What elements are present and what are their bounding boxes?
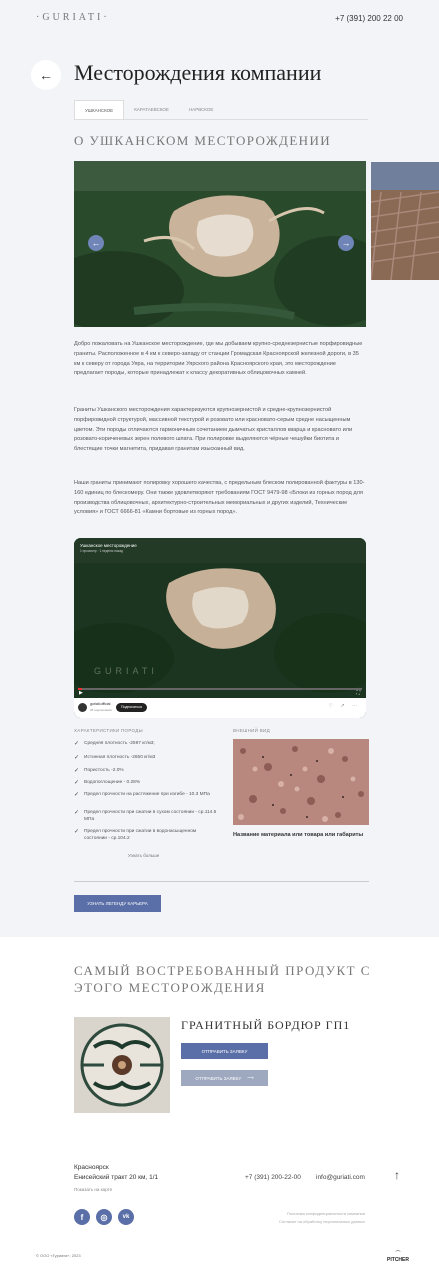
section-divider [74, 881, 369, 882]
characteristic-item: ✓ Предел прочности при сжатии в сухом состоянии - ср.114.5 МПа [74, 810, 217, 822]
check-icon: ✓ [74, 829, 80, 835]
show-more-link[interactable]: Узнать больше [128, 853, 160, 858]
video-watermark: GURIATI [94, 666, 158, 676]
back-button[interactable] [31, 60, 61, 90]
quarry-legend-button[interactable]: УЗНАТЬ ЛЕГЕНДУ КАРЬЕРА [74, 895, 161, 912]
instagram-icon[interactable]: ◎ [96, 1209, 112, 1225]
description-paragraph-3: Наши граниты принимают полировку хорошего качества, с предельным блеском полированной фактуры в 130-160 единиц по блескомеру. Они также удовлетворяют требованиям ГОСТ 9479-98 «Блоки из горных пород для производства облицовочных, архитектурно-строительных мемориальных и других изделий, Технические условия» и ГОСТ 6666-81 «Камни бортовые из горных пород». [74, 480, 365, 516]
granite-texture-image [233, 739, 369, 825]
show-on-map-link[interactable]: Показать на карте [74, 1187, 113, 1192]
arrow-left-icon: ← [39, 67, 53, 83]
check-icon: ✓ [74, 768, 80, 774]
footer-city: Красноярск [74, 1164, 109, 1171]
footer-address [74, 1163, 158, 1182]
footer-phone[interactable]: +7 (391) 200-22-00 [245, 1174, 301, 1181]
video-title: Ушканское месторождение [80, 543, 137, 548]
video-channel-bar [74, 698, 366, 718]
deposit-tabs [74, 100, 223, 120]
characteristic-item: ✓ Предел прочности на растяжение при изгибе - 10.3 МПа [74, 792, 210, 798]
quarry-aerial-image [74, 161, 366, 327]
arrow-right-icon: → [341, 238, 351, 248]
video-player[interactable] [74, 538, 366, 718]
scroll-up-button[interactable] [394, 1168, 400, 1182]
header-phone[interactable]: +7 (391) 200 22 00 [335, 14, 403, 23]
characteristic-item: ✓ Истинная плотность -2650 кг/м3 [74, 755, 156, 761]
send-request-button[interactable]: ОТПРАВИТЬ ЗАЯВКУ ⟶ [181, 1070, 268, 1086]
fullscreen-icon[interactable]: ⛶ [356, 690, 360, 696]
tab-karataevskoe[interactable]: КАРАТАЕВСКОЕ [124, 100, 179, 120]
arrow-up-icon: ↑ [394, 1168, 400, 1182]
arrow-left-icon: ← [91, 238, 101, 248]
check-icon: ✓ [74, 810, 80, 816]
characteristics-label: ХАРАКТЕРИСТИКИ ПОРОДЫ [74, 728, 143, 733]
product-name: ГРАНИТНЫЙ БОРДЮР ГП1 [181, 1018, 351, 1032]
video-actions-icons[interactable]: ♡ ↗ ⋯ [328, 703, 360, 709]
subscribe-button[interactable]: Подписаться [116, 703, 147, 712]
copyright: © ООО «Гуриати», 2023 [36, 1253, 81, 1258]
carousel-prev-button[interactable] [88, 235, 104, 251]
arrow-right-icon: ⟶ [247, 1075, 254, 1080]
tab-ushkanskoe[interactable]: УШКАНСКОЕ [74, 100, 124, 120]
product-heading: САМЫЙ ВОСТРЕБОВАННЫЙ ПРОДУКТ С ЭТОГО МЕСТОРОЖДЕНИЯ [74, 963, 371, 995]
quarry-blocks-image [371, 162, 439, 280]
vk-icon[interactable]: vk [118, 1209, 134, 1225]
next-slide-preview[interactable] [371, 162, 439, 280]
video-progress-bar[interactable] [78, 688, 362, 690]
order-request-button[interactable]: ОТПРАВИТЬ ЗАЯВКУ [181, 1043, 268, 1059]
description-paragraph-2: Граниты Ушканского месторождения характеризуются крупнозернистой и средне-крупнозернистой порфировидной структурой, массивной текстурой и розовато или красновато-серым средне насыщенным цветом. Эти породы отличаются гармоничным сочетанием дымчатых кристаллов кварца и красновато или розовато-кориченевых зерен полевого шпата. При полировке выделяются чёрные чешуйки биотита и блестящие точки магнетита, придавая гранитам изысканный вид. [74, 407, 353, 453]
developer-logo[interactable]: ⌒ PITCHER [387, 1251, 409, 1263]
privacy-policy-link[interactable]: Политика конфиденциальности компании [287, 1211, 365, 1216]
check-icon: ✓ [74, 792, 80, 798]
footer-email[interactable]: info@guriati.com [316, 1174, 365, 1181]
characteristic-item: ✓ Пористость -2.0% [74, 768, 124, 774]
footer-policy-links [279, 1210, 365, 1226]
footer-street: Енисейский тракт 20 км, 1/1 [74, 1173, 159, 1181]
channel-subscribers: 36 подписчиков [90, 708, 112, 712]
carousel-next-button[interactable] [338, 235, 354, 251]
description-paragraph-1: Добро пожаловать на Ушканское месторождение, где мы добываем крупно-среднезернистые порфировидные граниты. Расположенное в 4 км к северо-западу от станции Громадская Красноярской железной дороги, в 35 км к северу от города Уяра, на территории Уярского района Красноярского края, это месторождение предлагает породы, которые принадлежат к классу декоративных облицовочных камней. [74, 341, 363, 377]
channel-name[interactable]: guriati.official [90, 702, 111, 706]
personal-data-consent-link[interactable]: Согласие на обработку персональных данных [278, 1219, 365, 1224]
channel-avatar[interactable] [78, 703, 87, 712]
video-subtitle: 1 просмотр · 1 неделю назад [80, 549, 123, 553]
appearance-label: ВНЕШНИЙ ВИД [233, 728, 270, 733]
pitcher-logo-icon: ⌒ [395, 1251, 401, 1257]
granite-caption: Название материала или товара или габариты [233, 832, 364, 838]
tab-narvskoe[interactable]: НАРВСКОЕ [179, 100, 223, 120]
section-heading: О УШКАНСКОМ МЕСТОРОЖДЕНИИ [74, 133, 332, 148]
check-icon: ✓ [74, 755, 80, 761]
page-title: Месторождения компании [74, 60, 322, 85]
product-image[interactable] [74, 1017, 170, 1113]
quarry-photo-carousel [74, 161, 366, 327]
characteristic-item: ✓ Предел прочности при сжатии в водонасыщенном состоянии - ср.104.2 [74, 829, 197, 841]
play-icon[interactable]: ▶ [79, 690, 83, 696]
facebook-icon[interactable]: f [74, 1209, 90, 1225]
tabs-divider [74, 119, 368, 120]
logo[interactable]: ·GURIATI· [36, 12, 110, 23]
characteristic-item: ✓ Водопоглощение - 0.28% [74, 780, 141, 786]
check-icon: ✓ [74, 780, 80, 786]
characteristic-item: ✓ Средняя плотность -2597 кг/м3; [74, 741, 155, 747]
check-icon: ✓ [74, 741, 80, 747]
